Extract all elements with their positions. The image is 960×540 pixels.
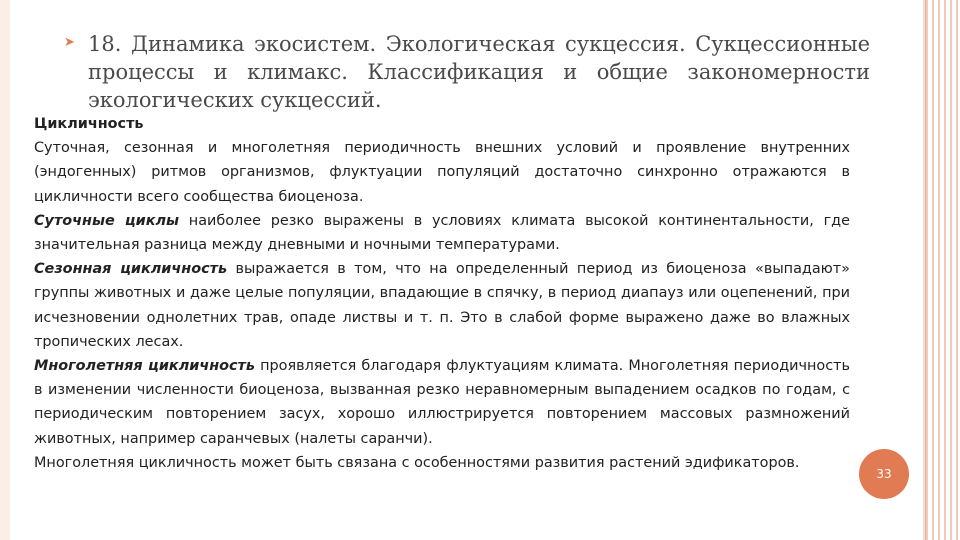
paragraph-4-text: проявляется благодаря флуктуациям климата. Многолетняя периодичность в изменении численности биоценоза, вызванная резко неравномерным выпадением осадков по годам, с периодическим повторением засух, хорошо иллюстрируется повторением массовых размножений животных, например саранчевых (налеты саранчи). bbox=[34, 358, 850, 447]
paragraph-3-text: выражается в том, что на определенный период из биоценоза «выпадают» группы животных и даже целые популяции, впадающие в спячку, в период диапауз или оцепенений, при исчезновении однолетних трав, опаде листвы и т. п. Это в слабой форме выражено даже во влажных тропических лесах. bbox=[34, 261, 850, 350]
title-line-2: процессы и климакс. Классификация и общие закономерности bbox=[88, 60, 870, 84]
paragraph-2-text: наиболее резко выражены в условиях климата высокой континентальности, где значительная разница между дневными и ночными температурами. bbox=[34, 212, 850, 254]
paragraph-1: Суточная, сезонная и многолетняя периодичность внешних условий и проявление внутренних (эндогенных) ритмов организмов, флуктуации популяций достаточно синхронно отражаются в цикличности всего сообщества биоценоза. bbox=[34, 140, 850, 205]
right-border-decoration bbox=[925, 0, 960, 540]
left-edge-decoration bbox=[0, 0, 10, 540]
paragraph-5: Многолетняя цикличность может быть связана с особенностями развития растений эдификаторов. bbox=[34, 454, 800, 471]
paragraph-4 bbox=[34, 354, 850, 451]
slide-title bbox=[64, 30, 870, 114]
paragraph-2 bbox=[34, 209, 850, 257]
title-line-3: экологических сукцессий. bbox=[88, 88, 382, 112]
title-bullet-icon: ➤ bbox=[64, 35, 75, 50]
paragraph-3-lead: Сезонная цикличность bbox=[34, 261, 228, 278]
paragraph-4-lead: Многолетняя цикличность bbox=[34, 358, 255, 375]
slide-body bbox=[34, 112, 850, 475]
paragraph-2-lead: Суточные циклы bbox=[34, 212, 180, 229]
paragraph-3 bbox=[34, 257, 850, 354]
section-heading: Цикличность bbox=[34, 116, 144, 132]
page-number-badge: 33 bbox=[859, 449, 909, 499]
title-line-1: 18. Динамика экосистем. Экологическая сукцессия. Сукцессионные bbox=[88, 32, 870, 56]
